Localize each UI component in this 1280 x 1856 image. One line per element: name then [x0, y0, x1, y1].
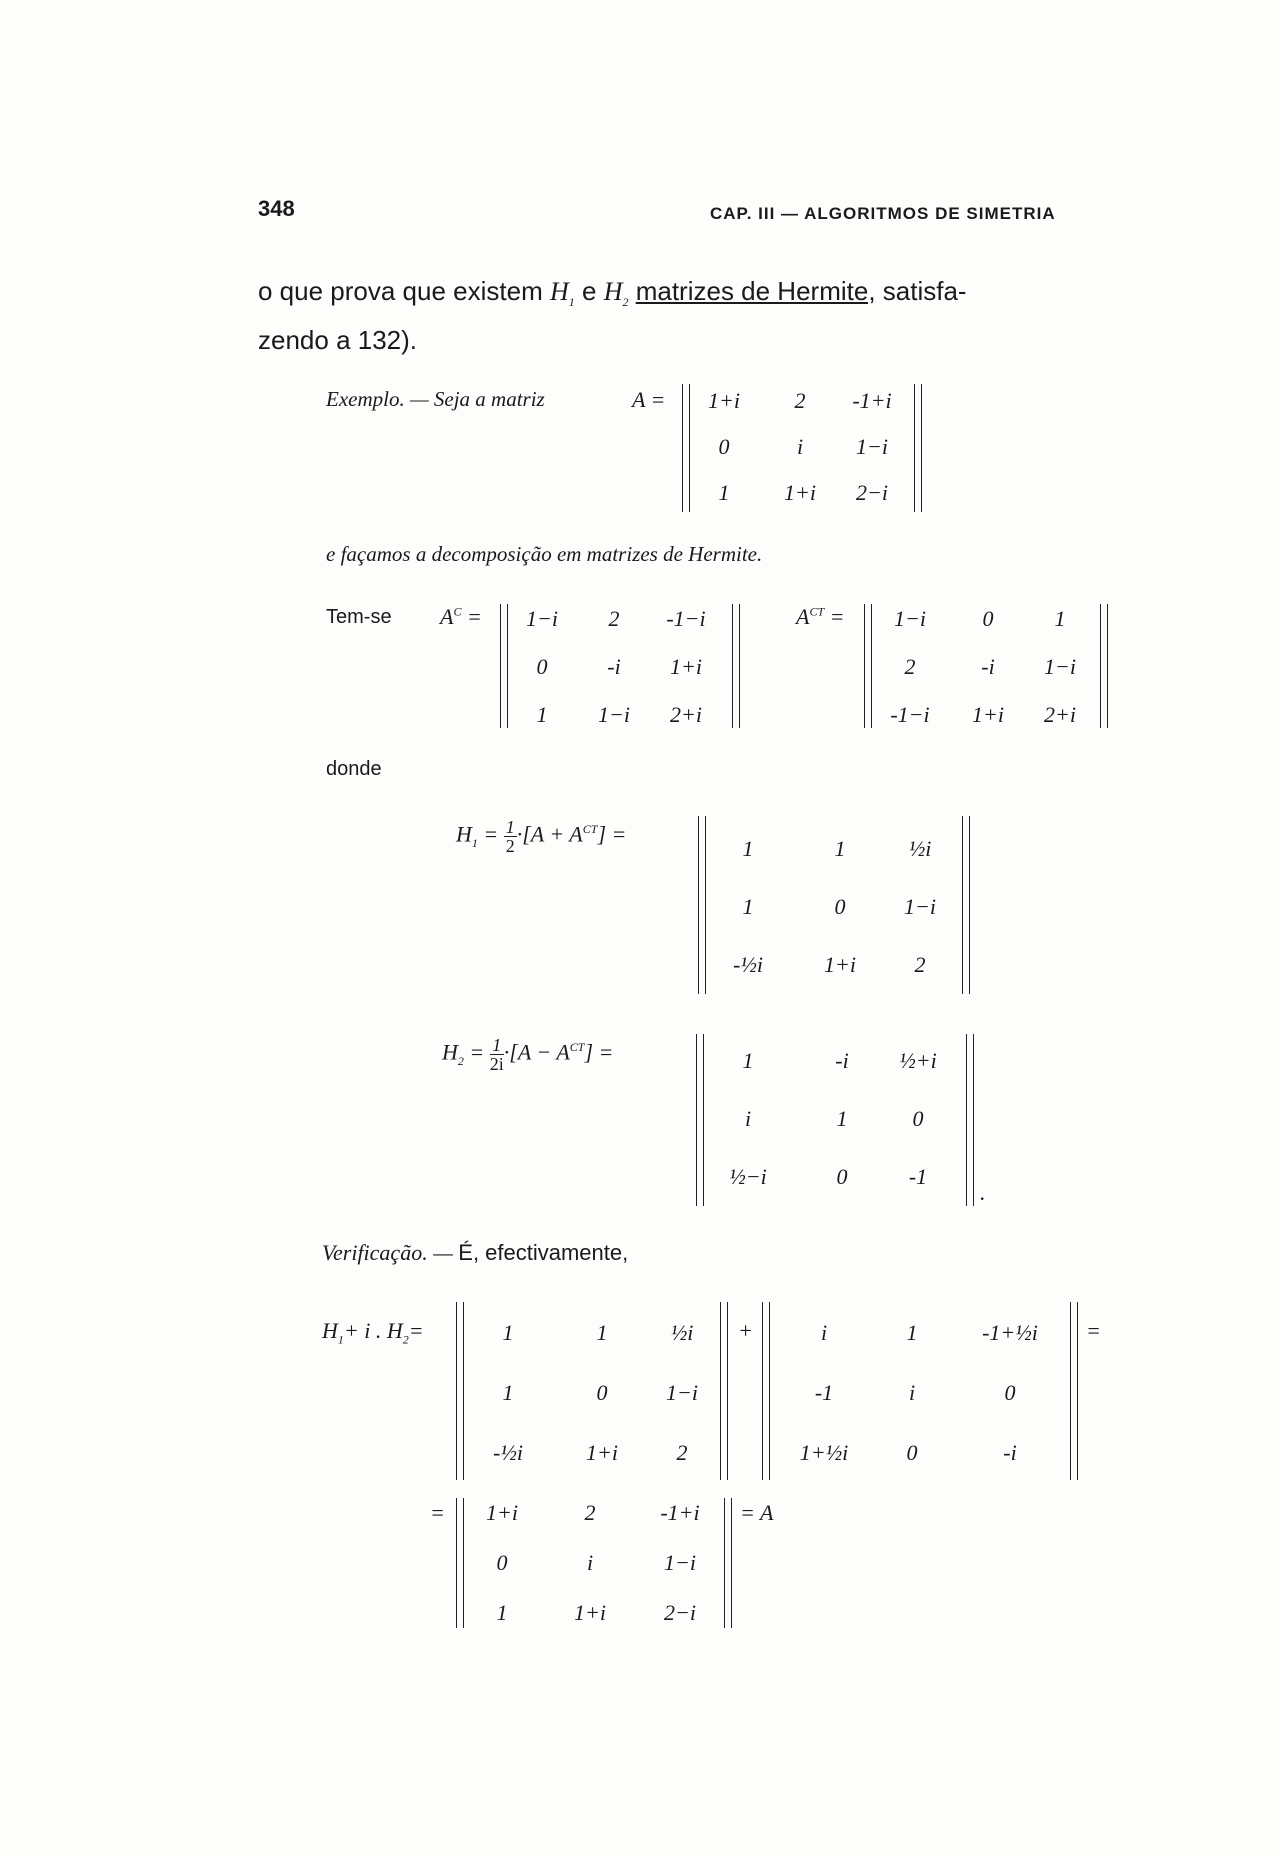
matrix-cell: 1: [1054, 606, 1066, 631]
end-mark: .: [980, 1180, 986, 1205]
matrix-cell: 1: [596, 1320, 608, 1345]
donde-label: donde: [326, 758, 382, 780]
matrix-result: [456, 1498, 732, 1628]
intro-paragraph: [258, 272, 1118, 359]
matrix-cell: -i: [835, 1048, 849, 1073]
matrix-cell: 1−i: [664, 1550, 696, 1575]
matrix-bar-right: [966, 1034, 974, 1206]
page-number: 348: [258, 196, 295, 221]
matrix-cell: i: [908, 1380, 916, 1405]
matrix-h1: [698, 816, 970, 994]
intro-h1: $H_1$: [549, 277, 575, 310]
matrix-cell: 1−i: [666, 1380, 698, 1405]
matrix-cell: 1+i: [708, 388, 740, 413]
matrix-bar-right: [732, 604, 740, 728]
matrix-cell: -i: [607, 654, 621, 679]
matrix-cell: 1+i: [972, 702, 1004, 727]
matrix-cell: 1+½i: [799, 1440, 849, 1465]
matrix-bar-right: [962, 816, 970, 994]
matrix-cell: 2+i: [1044, 702, 1076, 727]
matrix-cell: 2: [904, 654, 916, 679]
plus-sign: +: [738, 1318, 753, 1343]
example-after: e façamos a decomposição em matrizes de Hermite.: [326, 542, 763, 566]
matrix-cell: 2: [584, 1500, 596, 1525]
matrix-cell: ½i: [908, 836, 932, 861]
matrix-cell: 1−i: [904, 894, 936, 919]
matrix-cell: 0: [834, 894, 846, 919]
matrix-bar-left: [698, 816, 706, 994]
matrix-h2: [696, 1034, 974, 1206]
matrix-cell: 1: [836, 1106, 848, 1131]
example-label: Exemplo. — Seja a matriz: [326, 387, 545, 411]
matrix-cell: 1−i: [598, 702, 630, 727]
equals-sign: =: [1086, 1318, 1101, 1343]
matrix-cell: 0: [536, 654, 548, 679]
matrix-cell: -1+i: [852, 388, 892, 413]
matrix-bar-left: [500, 604, 508, 728]
matrix-ac: [500, 604, 740, 728]
matrix-cell: 1: [502, 1320, 514, 1345]
matrix-cell: -½i: [493, 1440, 523, 1465]
matrix-cell: 0: [1004, 1380, 1016, 1405]
verificacao-line: [322, 1240, 628, 1266]
matrix-cell: 0: [718, 434, 730, 459]
matrix-bar-left: [456, 1302, 464, 1480]
act-lhs: $A^{CT}$ =: [796, 604, 845, 629]
matrix-cell: 1: [742, 894, 754, 919]
matrix-cell: 1+i: [784, 480, 816, 505]
matrix-ih2-verify: [762, 1302, 1078, 1480]
matrix-cell: 1−i: [894, 606, 926, 631]
matrix-bar-right: [1070, 1302, 1078, 1480]
matrix-bar-right: [724, 1498, 732, 1628]
matrix-cell: 0: [496, 1550, 508, 1575]
intro-underlined: matrizes de Hermite,: [635, 276, 876, 306]
matrix-cell: ½−i: [729, 1164, 767, 1189]
matrix-cell: -½i: [733, 952, 763, 977]
matrix-a: [682, 384, 922, 512]
matrix-act: [864, 604, 1108, 728]
verificacao-lhs: $H_1+ i$ . $H_2=$: [322, 1318, 424, 1347]
matrix-cell: 1+i: [574, 1600, 606, 1625]
verificacao-label: Verificação. —: [322, 1240, 453, 1265]
running-head: CAP. III — ALGORITMOS DE SIMETRIA: [710, 204, 1056, 223]
matrix-bar-right: [1100, 604, 1108, 728]
intro-text-a: o que prova que existem: [258, 276, 543, 306]
matrix-cell: 1−i: [1044, 654, 1076, 679]
matrix-bar-left: [696, 1034, 704, 1206]
temse-label: Tem-se: [326, 606, 392, 628]
matrix-cell: -i: [981, 654, 995, 679]
matrix-cell: -1−i: [666, 606, 706, 631]
matrix-cell: i: [744, 1106, 752, 1131]
matrix-cell: 2: [914, 952, 926, 977]
matrix-cell: -1: [814, 1380, 834, 1405]
matrix-bar-left: [456, 1498, 464, 1628]
matrix-cell: 1+i: [824, 952, 856, 977]
intro-line2: zendo a 132).: [258, 325, 418, 356]
matrix-bar-left: [864, 604, 872, 728]
matrix-cell: 1: [742, 1048, 754, 1073]
matrix-cell: ½+i: [899, 1048, 937, 1073]
matrix-cell: 2: [676, 1440, 688, 1465]
matrix-cell: 1: [536, 702, 548, 727]
matrix-cell: 1+i: [586, 1440, 618, 1465]
result-equals: =: [430, 1500, 445, 1525]
matrix-cell: -1−i: [890, 702, 930, 727]
matrix-cell: ½i: [670, 1320, 694, 1345]
matrix-cell: 2+i: [670, 702, 702, 727]
matrix-bar-left: [682, 384, 690, 512]
h2-definition-lhs: $H_2$ = $\frac{1}{2i}$ $\cdot[A - A^{CT}]$ =: [442, 1035, 614, 1074]
matrix-cell: -1: [908, 1164, 928, 1189]
h1-definition-lhs: $H_1$ = $\frac{1}{2}$ $\cdot[A + A^{CT}]$ =: [456, 817, 627, 856]
matrix-cell: -1+i: [660, 1500, 700, 1525]
matrix-cell: -i: [1003, 1440, 1017, 1465]
matrix-cell: 1: [502, 1380, 514, 1405]
intro-conj: e: [581, 276, 597, 306]
matrix-cell: 1: [718, 480, 730, 505]
matrix-cell: 1: [496, 1600, 508, 1625]
matrix-cell: -1+½i: [982, 1320, 1038, 1345]
matrix-cell: 1+i: [670, 654, 702, 679]
matrix-cell: i: [586, 1550, 594, 1575]
example-lhs: A =: [632, 387, 666, 412]
matrix-cell: 1: [742, 836, 754, 861]
matrix-cell: i: [820, 1320, 828, 1345]
intro-h2: $H_2$: [603, 277, 629, 310]
matrix-cell: i: [796, 434, 804, 459]
matrix-cell: 2−i: [664, 1600, 696, 1625]
matrix-cell: 1: [834, 836, 846, 861]
result-rhs: = A: [740, 1500, 774, 1525]
matrix-cell: 2−i: [856, 480, 888, 505]
matrix-cell: 2: [794, 388, 806, 413]
matrix-cell: 2: [608, 606, 620, 631]
matrix-bar-left: [762, 1302, 770, 1480]
matrix-cell: 0: [912, 1106, 924, 1131]
matrix-h1-verify: [456, 1302, 728, 1480]
intro-text-b: satisfa-: [882, 276, 967, 306]
matrix-cell: 0: [906, 1440, 918, 1465]
matrix-bar-right: [914, 384, 922, 512]
matrix-cell: 1−i: [526, 606, 558, 631]
matrix-cell: 1+i: [486, 1500, 518, 1525]
matrix-cell: 0: [836, 1164, 848, 1189]
matrix-bar-right: [720, 1302, 728, 1480]
ac-lhs: $A^C$ =: [440, 604, 482, 629]
matrix-cell: 1−i: [856, 434, 888, 459]
verificacao-text: É, efectivamente,: [458, 1240, 629, 1265]
matrix-cell: 0: [982, 606, 994, 631]
matrix-cell: 1: [906, 1320, 918, 1345]
matrix-cell: 0: [596, 1380, 608, 1405]
